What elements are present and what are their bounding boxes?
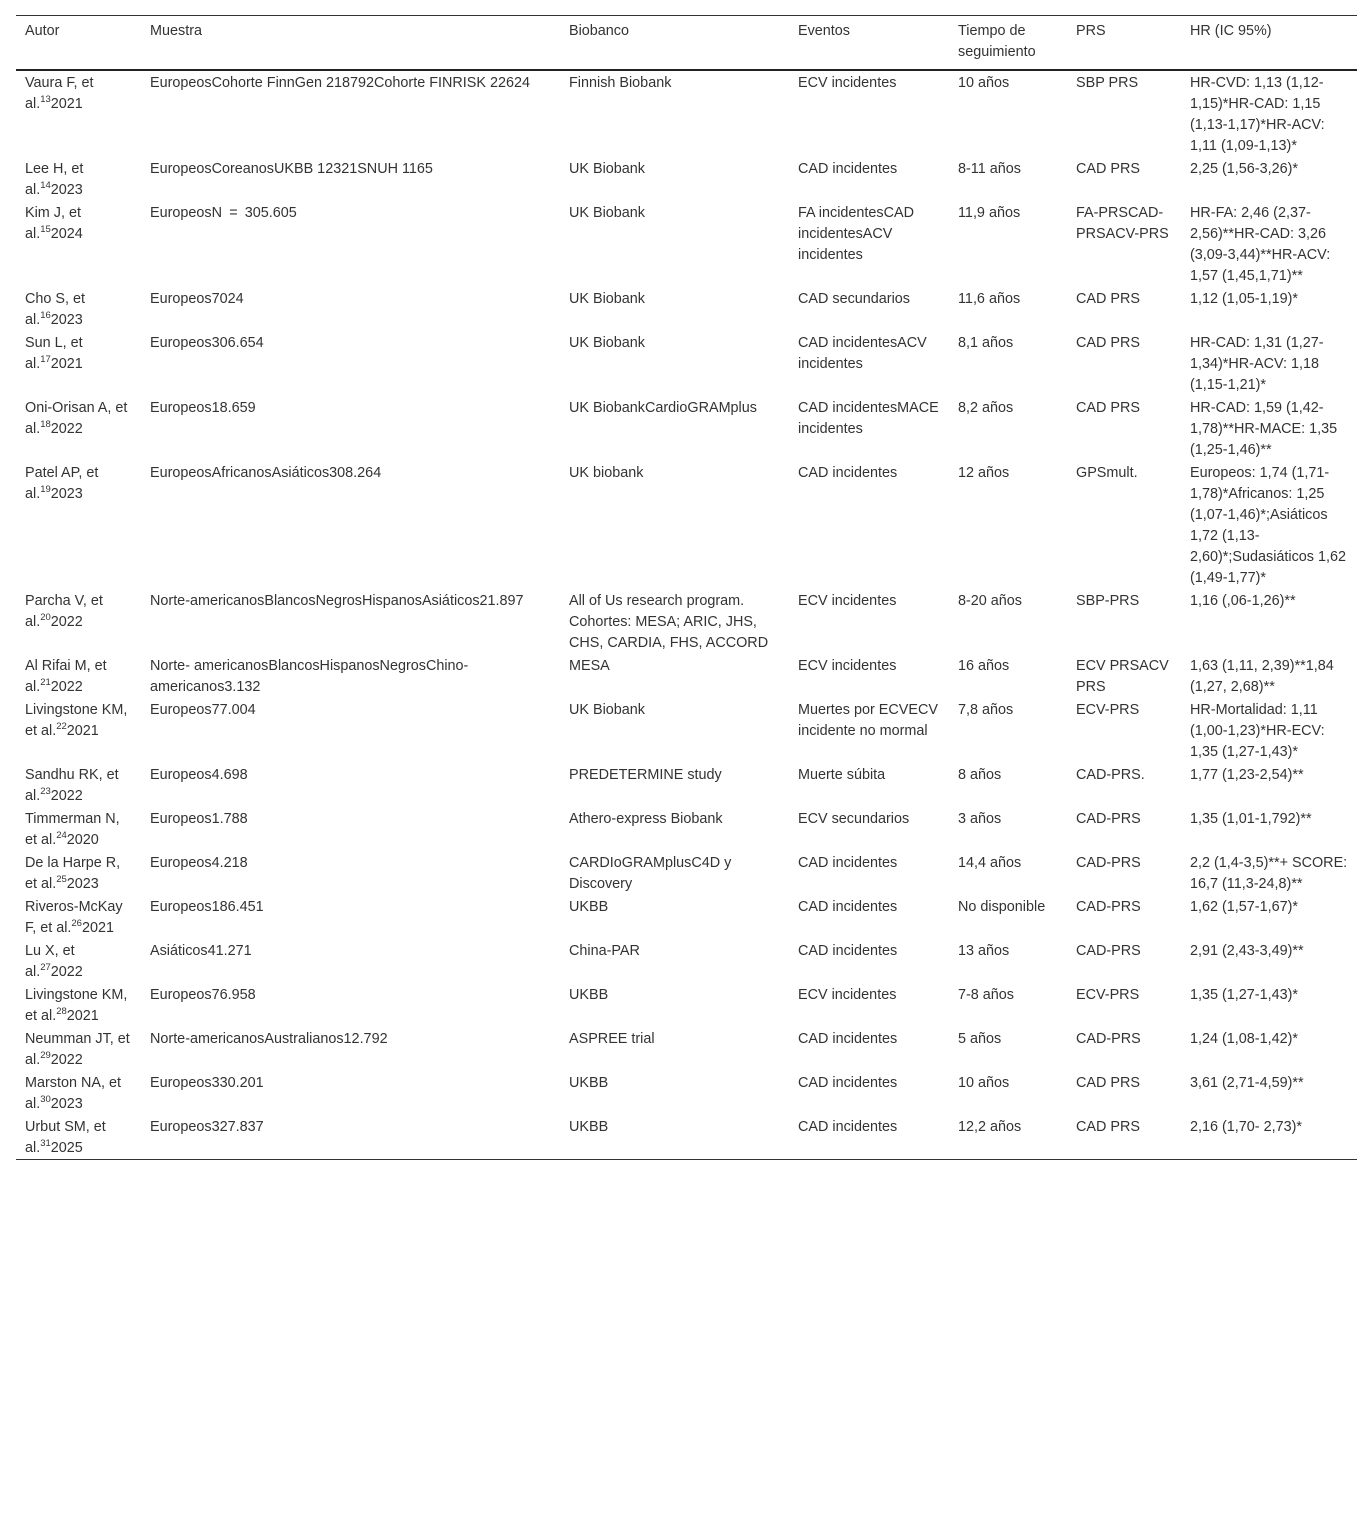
cell-biobanco: UKBB [569, 1119, 609, 1135]
publication-year: 2023 [50, 486, 83, 502]
author-name: Marston NA, et al. [25, 1075, 121, 1112]
cell-muestra: Europeos18.659 [150, 400, 256, 416]
cell-tiempo-seguimiento: 11,9 años [958, 205, 1021, 221]
table-row [16, 807, 1357, 851]
cell-biobanco: Finnish Biobank [569, 75, 672, 91]
table-row [16, 1115, 1357, 1160]
publication-year: 2022 [50, 614, 83, 630]
cell-biobanco: UKBB [569, 899, 609, 915]
cell-prs: SBP-PRS [1076, 593, 1140, 609]
author-name: Parcha V, et al. [25, 593, 103, 630]
author-name: Neumman JT, et al. [25, 1031, 130, 1068]
publication-year: 2023 [50, 312, 83, 328]
cell-tiempo-seguimiento: 3 años [958, 811, 1002, 827]
table-row [16, 70, 1357, 157]
reference-number: 28 [56, 1006, 67, 1018]
cell-autor [16, 331, 141, 396]
cell-autor [16, 654, 141, 698]
cell-biobanco: UK BiobankCardioGRAMplus [569, 400, 757, 416]
cell-prs: CAD PRS [1076, 161, 1140, 177]
cell-muestra: Asiáticos41.271 [150, 943, 252, 959]
cell-muestra: Europeos330.201 [150, 1075, 264, 1091]
cell-prs: CAD-PRS [1076, 1031, 1141, 1047]
reference-number: 13 [40, 94, 51, 106]
reference-number: 30 [40, 1094, 51, 1106]
author-name: Sandhu RK, et al. [25, 767, 119, 804]
table-row [16, 939, 1357, 983]
table-row [16, 654, 1357, 698]
cell-prs: FA-PRSCAD-PRSACV-PRS [1076, 205, 1169, 242]
cell-eventos: FA incidentesCAD incidentesACV incidentes [798, 205, 914, 263]
author-name: Vaura F, et al. [25, 75, 94, 112]
cell-tiempo-seguimiento: 10 años [958, 1075, 1010, 1091]
publication-year: 2021 [66, 1008, 99, 1024]
reference-number: 22 [56, 721, 67, 733]
cell-autor [16, 698, 141, 763]
cell-hr: 1,12 (1,05-1,19)* [1190, 291, 1299, 307]
cell-autor [16, 1027, 141, 1071]
publication-year: 2024 [50, 226, 83, 242]
reference-number: 21 [40, 677, 51, 689]
cell-eventos: CAD incidentes [798, 943, 898, 959]
cell-muestra: Europeos186.451 [150, 899, 264, 915]
reference-number: 31 [40, 1138, 51, 1150]
cell-biobanco: ASPREE trial [569, 1031, 655, 1047]
cell-muestra: Norte- americanosBlancosHispanosNegrosChino-americanos3.132 [150, 658, 469, 695]
cell-tiempo-seguimiento: 8,1 años [958, 335, 1014, 351]
table-row [16, 589, 1357, 654]
publication-year: 2022 [50, 1052, 83, 1068]
cell-muestra: Europeos306.654 [150, 335, 264, 351]
cell-biobanco: China-PAR [569, 943, 640, 959]
cell-prs: CAD PRS [1076, 400, 1140, 416]
cell-prs: CAD-PRS [1076, 855, 1141, 871]
cell-autor [16, 201, 141, 287]
cell-prs: CAD PRS [1076, 291, 1140, 307]
publication-year: 2022 [50, 964, 83, 980]
table-container [16, 15, 1357, 1160]
reference-number: 18 [40, 419, 51, 431]
reference-number: 29 [40, 1050, 51, 1062]
table-row [16, 851, 1357, 895]
cell-autor [16, 807, 141, 851]
cell-hr: 3,61 (2,71-4,59)** [1190, 1075, 1304, 1091]
cell-hr: 1,16 (,06-1,26)** [1190, 593, 1296, 609]
header-hr: HR (IC 95%) [1190, 23, 1272, 39]
publication-year: 2023 [66, 876, 99, 892]
author-name: Sun L, et al. [25, 335, 83, 372]
author-name: Livingstone KM, et al. [25, 987, 128, 1024]
header-prs: PRS [1076, 23, 1106, 39]
cell-eventos: CAD incidentes [798, 161, 898, 177]
table-row [16, 698, 1357, 763]
cell-prs: ECV-PRS [1076, 987, 1140, 1003]
reference-number: 25 [56, 874, 67, 886]
cell-prs: ECV PRSACV PRS [1076, 658, 1169, 695]
cell-eventos: CAD incidentes [798, 1075, 898, 1091]
cell-prs: SBP PRS [1076, 75, 1139, 91]
cell-hr: 1,62 (1,57-1,67)* [1190, 899, 1299, 915]
author-name: Lu X, et al. [25, 943, 75, 980]
table-row [16, 1071, 1357, 1115]
cell-tiempo-seguimiento: No disponible [958, 899, 1046, 915]
cell-prs: CAD-PRS [1076, 943, 1141, 959]
publication-year: 2022 [50, 679, 83, 695]
author-name: Oni-Orisan A, et al. [25, 400, 128, 437]
cell-biobanco: UK Biobank [569, 702, 645, 718]
cell-tiempo-seguimiento: 7-8 años [958, 987, 1015, 1003]
table-row [16, 895, 1357, 939]
cell-prs: CAD-PRS [1076, 899, 1141, 915]
author-name: Lee H, et al. [25, 161, 84, 198]
cell-biobanco: All of Us research program. Cohortes: MESA; ARIC, JHS, CHS, CARDIA, FHS, ACCORD [569, 593, 769, 651]
publication-year: 2023 [50, 1096, 83, 1112]
cell-hr: 2,16 (1,70- 2,73)* [1190, 1119, 1302, 1135]
cell-hr: HR-CAD: 1,31 (1,27-1,34)*HR-ACV: 1,18 (1,15-1,21)* [1190, 335, 1324, 393]
cell-eventos: ECV incidentes [798, 75, 897, 91]
author-name: Riveros-McKay F, et al. [25, 899, 123, 936]
cell-hr: 1,35 (1,01-1,792)** [1190, 811, 1312, 827]
cell-autor [16, 461, 141, 589]
cell-hr: Europeos: 1,74 (1,71-1,78)*Africanos: 1,25 (1,07-1,46)*;Asiáticos 1,72 (1,13-2,60)*;Sudasiáticos 1,62 (1,49-1,77)* [1190, 465, 1346, 586]
cell-biobanco: UKBB [569, 1075, 609, 1091]
cell-biobanco: Athero-express Biobank [569, 811, 723, 827]
cell-muestra: Europeos77.004 [150, 702, 256, 718]
cell-biobanco: UK Biobank [569, 335, 645, 351]
cell-muestra: EuropeosAfricanosAsiáticos308.264 [150, 465, 382, 481]
cell-prs: CAD PRS [1076, 1075, 1140, 1091]
cell-autor [16, 589, 141, 654]
cell-eventos: CAD incidentesMACE incidentes [798, 400, 939, 437]
cell-prs: CAD-PRS [1076, 811, 1141, 827]
cell-muestra: EuropeosN = 305.605 [150, 205, 297, 221]
cell-eventos: ECV incidentes [798, 593, 897, 609]
cell-eventos: ECV secundarios [798, 811, 910, 827]
publication-year: 2021 [81, 920, 114, 936]
author-name: De la Harpe R, et al. [25, 855, 121, 892]
cell-eventos: ECV incidentes [798, 658, 897, 674]
cell-tiempo-seguimiento: 14,4 años [958, 855, 1022, 871]
header-autor: Autor [25, 23, 60, 39]
cell-autor [16, 851, 141, 895]
table-row [16, 396, 1357, 461]
cell-hr: HR-CVD: 1,13 (1,12-1,15)*HR-CAD: 1,15 (1,13-1,17)*HR-ACV: 1,11 (1,09-1,13)* [1190, 75, 1325, 154]
reference-number: 27 [40, 962, 51, 974]
cell-hr: HR-Mortalidad: 1,11 (1,00-1,23)*HR-ECV: 1,35 (1,27-1,43)* [1190, 702, 1325, 760]
publication-year: 2020 [66, 832, 99, 848]
cell-muestra: Europeos1.788 [150, 811, 248, 827]
author-name: Kim J, et al. [25, 205, 81, 242]
publication-year: 2021 [66, 723, 99, 739]
table-row [16, 157, 1357, 201]
cell-tiempo-seguimiento: 10 años [958, 75, 1010, 91]
cell-tiempo-seguimiento: 5 años [958, 1031, 1002, 1047]
publication-year: 2021 [50, 356, 83, 372]
author-name: Livingstone KM, et al. [25, 702, 128, 739]
cell-muestra: Norte-americanosBlancosNegrosHispanosAsiáticos21.897 [150, 593, 524, 609]
cell-tiempo-seguimiento: 11,6 años [958, 291, 1021, 307]
cell-tiempo-seguimiento: 13 años [958, 943, 1010, 959]
cell-prs: CAD-PRS. [1076, 767, 1145, 783]
cell-autor [16, 895, 141, 939]
reference-number: 20 [40, 612, 51, 624]
header-muestra: Muestra [150, 23, 202, 39]
reference-number: 26 [71, 918, 82, 930]
cell-autor [16, 763, 141, 807]
cell-tiempo-seguimiento: 8-11 años [958, 161, 1021, 177]
reference-number: 16 [40, 310, 51, 322]
cell-autor [16, 983, 141, 1027]
cell-tiempo-seguimiento: 12 años [958, 465, 1010, 481]
cell-autor [16, 70, 141, 157]
table-header [16, 16, 1357, 71]
cell-eventos: CAD incidentesACV incidentes [798, 335, 927, 372]
table-row [16, 461, 1357, 589]
cell-biobanco: UKBB [569, 987, 609, 1003]
cell-muestra: Europeos7024 [150, 291, 244, 307]
author-name: Patel AP, et al. [25, 465, 99, 502]
cell-eventos: Muertes por ECVECV incidente no mormal [798, 702, 938, 739]
cell-eventos: CAD incidentes [798, 899, 898, 915]
header-biobanco: Biobanco [569, 23, 630, 39]
cell-autor [16, 1071, 141, 1115]
table-row [16, 331, 1357, 396]
cell-hr: 1,24 (1,08-1,42)* [1190, 1031, 1299, 1047]
cell-autor [16, 396, 141, 461]
cell-muestra: Europeos76.958 [150, 987, 256, 1003]
cell-autor [16, 157, 141, 201]
publication-year: 2025 [50, 1140, 83, 1156]
cell-tiempo-seguimiento: 16 años [958, 658, 1010, 674]
cell-eventos: ECV incidentes [798, 987, 897, 1003]
cell-muestra: Europeos4.218 [150, 855, 248, 871]
table-body [16, 70, 1357, 1160]
cell-hr: 1,77 (1,23-2,54)** [1190, 767, 1304, 783]
author-name: Timmerman N, et al. [25, 811, 120, 848]
cell-biobanco: PREDETERMINE study [569, 767, 722, 783]
cell-tiempo-seguimiento: 7,8 años [958, 702, 1014, 718]
publication-year: 2021 [50, 96, 83, 112]
cell-muestra: Europeos4.698 [150, 767, 248, 783]
cell-tiempo-seguimiento: 12,2 años [958, 1119, 1022, 1135]
cell-hr: 2,25 (1,56-3,26)* [1190, 161, 1299, 177]
reference-number: 24 [56, 830, 67, 842]
cell-biobanco: UK Biobank [569, 291, 645, 307]
cell-hr: 1,63 (1,11, 2,39)**1,84 (1,27, 2,68)** [1190, 658, 1334, 695]
cell-eventos: Muerte súbita [798, 767, 886, 783]
cell-hr: HR-CAD: 1,59 (1,42-1,78)**HR-MACE: 1,35 (1,25-1,46)** [1190, 400, 1338, 458]
cell-tiempo-seguimiento: 8,2 años [958, 400, 1014, 416]
cell-tiempo-seguimiento: 8-20 años [958, 593, 1023, 609]
cell-hr: 2,2 (1,4-3,5)**+ SCORE: 16,7 (11,3-24,8)** [1190, 855, 1348, 892]
cell-eventos: CAD incidentes [798, 1119, 898, 1135]
cell-biobanco: CARDIoGRAMplusC4D y Discovery [569, 855, 732, 892]
cell-eventos: CAD incidentes [798, 465, 898, 481]
table-row [16, 983, 1357, 1027]
publication-year: 2023 [50, 182, 83, 198]
cell-prs: ECV-PRS [1076, 702, 1140, 718]
author-name: Cho S, et al. [25, 291, 85, 328]
cell-prs: CAD PRS [1076, 1119, 1140, 1135]
cell-prs: GPSmult. [1076, 465, 1138, 481]
reference-number: 23 [40, 786, 51, 798]
cell-eventos: CAD incidentes [798, 1031, 898, 1047]
reference-number: 14 [40, 180, 51, 192]
table-row [16, 287, 1357, 331]
cell-hr: HR-FA: 2,46 (2,37-2,56)**HR-CAD: 3,26 (3,09-3,44)**HR-ACV: 1,57 (1,45,1,71)** [1190, 205, 1331, 284]
author-name: Al Rifai M, et al. [25, 658, 107, 695]
cell-biobanco: UK Biobank [569, 205, 645, 221]
cell-biobanco: MESA [569, 658, 610, 674]
cell-hr: 2,91 (2,43-3,49)** [1190, 943, 1304, 959]
reference-number: 19 [40, 484, 51, 496]
cell-eventos: CAD incidentes [798, 855, 898, 871]
header-tiempo-seguimiento: Tiempo de seguimiento [958, 23, 1036, 60]
cell-muestra: Norte-americanosAustralianos12.792 [150, 1031, 388, 1047]
publication-year: 2022 [50, 421, 83, 437]
cell-prs: CAD PRS [1076, 335, 1140, 351]
cell-muestra: Europeos327.837 [150, 1119, 264, 1135]
cell-autor [16, 939, 141, 983]
publication-year: 2022 [50, 788, 83, 804]
studies-table [16, 15, 1357, 1160]
header-eventos: Eventos [798, 23, 850, 39]
cell-biobanco: UK biobank [569, 465, 644, 481]
reference-number: 17 [40, 354, 51, 366]
cell-muestra: EuropeosCoreanosUKBB 12321SNUH 1165 [150, 161, 433, 177]
cell-autor [16, 1115, 141, 1160]
cell-muestra: EuropeosCohorte FinnGen 218792Cohorte FINRISK 22624 [150, 75, 530, 91]
cell-eventos: CAD secundarios [798, 291, 910, 307]
header-row [16, 16, 1357, 71]
cell-biobanco: UK Biobank [569, 161, 645, 177]
table-row [16, 201, 1357, 287]
table-row [16, 763, 1357, 807]
table-row [16, 1027, 1357, 1071]
cell-hr: 1,35 (1,27-1,43)* [1190, 987, 1299, 1003]
author-name: Urbut SM, et al. [25, 1119, 106, 1156]
cell-autor [16, 287, 141, 331]
reference-number: 15 [40, 224, 51, 236]
cell-tiempo-seguimiento: 8 años [958, 767, 1002, 783]
